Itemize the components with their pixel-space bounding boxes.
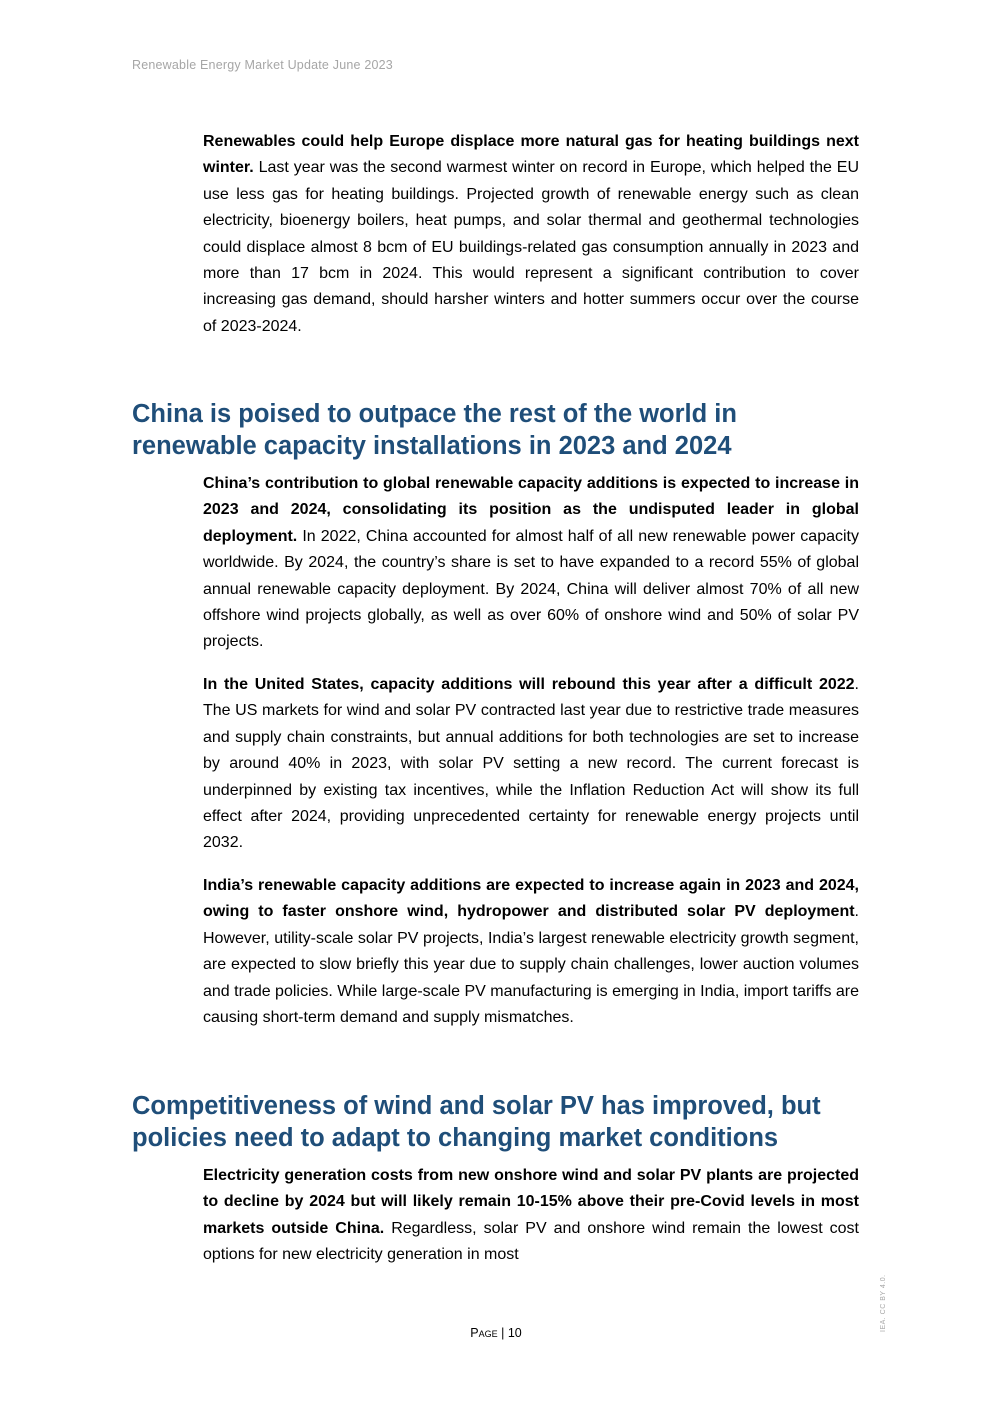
paragraph-body: Last year was the second warmest winter on record in Europe, which helped the EU use less gas for heating buildings. Projected growth of renewable energy such as clean electricity, bioenergy boilers, heat pumps, and solar thermal and geothermal technologies could displace almost 8 bcm of EU buildings-related gas consumption annually in 2023 and more than 17 bcm in 2024. This would represent a significant contribution to cover increasing gas demand, should harsher winters and hotter summers occur over the course of 2023-2024. (203, 159, 859, 335)
paragraph-lead: India’s renewable capacity additions are expected to increase again in 2023 and 2024, owing to faster onshore wind, hydropower and distributed solar PV deployment (203, 877, 859, 921)
running-header: Renewable Energy Market Update June 2023 (132, 58, 393, 72)
paragraph-body: . However, utility-scale solar PV projects, India’s largest renewable electricity growth segment, are expected to slow briefly this year due to supply chain challenges, lower auction volumes and trade policies. While large-scale PV manufacturing is emerging in India, import tariffs are causing short-term demand and supply mismatches. (203, 903, 860, 1027)
paragraph-europe-heating (203, 129, 859, 340)
heading-line: renewable capacity installations in 2023 and 2024 (132, 432, 732, 460)
paragraph-body: In 2022, China accounted for almost half of all new renewable power capacity worldwide. By 2024, the country’s share is set to have expanded to a record 55% of global annual renewable capacity deployment. By 2024, China will deliver almost 70% of all new offshore wind projects globally, as well as over 60% of onshore wind and 50% of solar PV projects. (203, 527, 859, 651)
paragraph-body: . The US markets for wind and solar PV contracted last year due to restrictive trade measures and supply chain constraints, but annual additions for both technologies are set to increase by around 40% in 2023, with solar PV setting a new record. The current forecast is underpinned by existing tax incentives, while the Inflation Reduction Act will show its full effect after 2024, providing unprecedented certainty for renewable energy projects until 2032. (203, 676, 859, 852)
license-notice: IEA. CC BY 4.0. (880, 1274, 887, 1332)
paragraph-united-states (203, 672, 859, 857)
paragraph-generation-costs (203, 1163, 859, 1269)
heading-line: policies need to adapt to changing market conditions (132, 1124, 779, 1152)
section-heading-competitiveness (132, 1090, 872, 1154)
section-heading-china (132, 398, 872, 462)
page-label: Page (470, 1326, 498, 1340)
page-footer (0, 1326, 992, 1340)
paragraph-china (203, 471, 859, 656)
heading-line: China is poised to outpace the rest of the world in (132, 400, 737, 428)
paragraph-india (203, 873, 859, 1031)
page-number: 10 (507, 1326, 522, 1340)
page-separator: | (497, 1326, 508, 1340)
paragraph-lead: China’s contribution to global renewable capacity additions is expected to increase in 2023 and 2024, consolidating its position as the undisputed leader in global deployment. (203, 475, 859, 545)
paragraph-body: Regardless, solar PV and onshore wind remain the lowest cost options for new electricity generation in most (203, 1219, 859, 1264)
paragraph-lead: Renewables could help Europe displace more natural gas for heating buildings next winter. (203, 133, 859, 177)
paragraph-lead: Electricity generation costs from new onshore wind and solar PV plants are projected to decline by 2024 but will likely remain 10-15% above their pre-Covid levels in most markets outside China. (203, 1167, 859, 1237)
heading-line: Competitiveness of wind and solar PV has improved, but (132, 1092, 821, 1120)
paragraph-lead: In the United States, capacity additions will rebound this year after a difficult 2022 (203, 676, 855, 693)
